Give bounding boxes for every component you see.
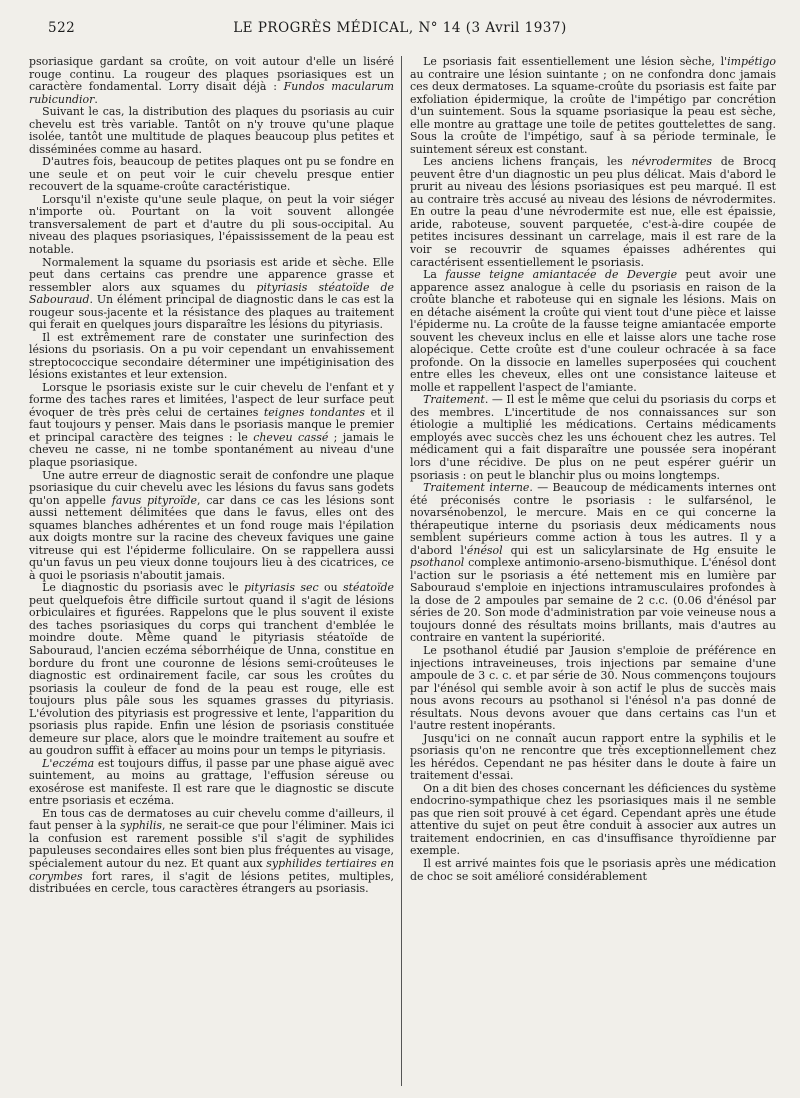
column-divider: [401, 56, 402, 1086]
right-paragraph: On a dit bien des choses concernant les déficiences du système endocrino-sympathique chez les psoriasiques mais il ne semble pas que rien soit prouvé à cet égard. Cependant après une étude attentive du sujet on peut être conduit à associer aux autres un traitement endocrinien, en cas d'insuffisance thyroïdienne par exemple.: [410, 781, 776, 858]
right-paragraph: Les anciens lichens français, les névrodermites de Brocq peuvent être d'un diagnostic un peu plus délicat. Mais d'abord le prurit au niveau des lésions psoriasiques est peu marqué. Il est au contraire très accusé au niveau des lésions de névrodermites. En outre la peau d'une névrodermite est nue, elle est épaissie, aride, raboteuse, souvent parquetée, c'est-à-dire coupée de petites incisures dessinant un carrelage, mais il est rare de la voir se recouvrir de squames épaisses adhérentes qui caractérisent essentiellement le psoriasis.: [410, 155, 776, 269]
right-paragraph: Le psothanol étudié par Jausion s'emploie de préférence en injections intraveineuses, trois injections par semaine d'une ampoule de 3 c. c. et par série de 30. Nous commençons toujours par l'énésol qui semble avoir à son actif le plus de succès mais nous avons recours au psothanol si l'énésol n'a pas donné de résultats. Nous devons avouer que dans certains cas l'un et l'autre restent inopérants.: [410, 643, 776, 733]
left-paragraph: Le diagnostic du psoriasis avec le pityriasis sec ou stéatoïde peut quelquefois être difficile surtout quand il s'agit de lésions orbiculaires et figurées. Rappelons que le plus souvent il existe des taches psoriasiques du corps qui tranchent d'emblée le moindre doute. Même quand le pityriasis stéatoïde de Sabouraud, l'ancien eczéma séborrhéique de Unna, constitue en bordure du front une couronne de lésions semi-croûteuses le diagnostic est ordinairement facile, car sous les croûtes du psoriasis la couleur de fond de la peau est rouge, elle est toujours plus pâle sous les squames grasses du pityriasis. L'évolution des pityriasis est progressive et lente, l'apparition du psoriasis plus rapide. Enfin une lésion de psoriasis constituée demeure sur place, alors que le moindre traitement au soufre et au goudron suffit à effacer au moins pour un temps le pityriasis.: [29, 581, 394, 758]
left-paragraph: En tous cas de dermatoses au cuir chevelu comme d'ailleurs, il faut penser à la syphilis, ne serait-ce que pour l'éliminer. Mais ici la confusion est rarement possible s'il s'agit de syphilides papuleuses secondaires elles sont bien plus fréquentes au visage, spécialement autour du nez. Et quant aux syphilides tertiaires en corymbes fort rares, il s'agit de lésions petites, multiples, distribuées en cercle, tous caractères étrangers au psoriasis.: [29, 806, 394, 896]
right-paragraph: Le psoriasis fait essentiellement une lésion sèche, l'impétigo au contraire une lésion suintante ; on ne confondra donc jamais ces deux dermatoses. La squame-croûte du psoriasis est faite par exfoliation épidermique, la croûte de l'impétigo par concrétion d'un suintement. Sous la squame psoriasique la peau est sèche, elle montre au grattage une toile de petites gouttelettes de sang. Sous la croûte de l'impétigo, sauf à sa période terminale, le suintement séreux est constant.: [410, 56, 776, 156]
right-paragraph: Traitement interne. — Beaucoup de médicaments internes ont été préconisés contre le psoriasis : le sulfarsénol, le novarsénobenzol, le mercure. Mais en ce qui concerne la thérapeutique interne du psoriasis deux médicaments nous semblent supérieurs comme action à tous les autres. Il y a d'abord l'énésol qui est un salicylarsinate de Hg ensuite le psothanol complexe antimonio-arseno-bismuthique. L'énésol dont l'action sur le psoriasis a été nettement mis en lumière par Sabouraud s'emploie en injections intramusculaires profondes à la dose de 2 ampoules par semaine de 2 c.c. (0.06 d'énésol par séries de 20. Son mode d'administration par voie veineuse nous a toujours donné des résultats moins brillants, mais d'autres au contraire en vantent la supériorité.: [410, 481, 776, 645]
right-paragraph: La fausse teigne amiantacée de Devergie peut avoir une apparence assez analogue à celle du psoriasis en raison de la croûte blanche et raboteuse qui en signale les lésions. Mais on en détache aisément la croûte qui vient tout d'une pièce et laisse l'épiderme nu. La croûte de la fausse teigne amiantacée emporte souvent les cheveux inclus en elle et laisse alors une tache rose alopécique. Cette croûte est d'une couleur ochracée à sa face profonde. On la dissocie en lamelles superposées qui couchent entre elles les cheveux, elles ont une consistance laiteuse et molle et rappellent l'aspect de l'amiante.: [410, 268, 776, 394]
left-paragraph: Une autre erreur de diagnostic serait de confondre une plaque psoriasique du cuir chevelu avec les lésions du favus sans godets qu'on appelle favus pityroïde, car dans ce cas les lésions sont aussi nettement délimitées que dans le favus, elles ont des squames blanches adhérentes et un fond rouge mais l'épilation aux doigts montre sur la racine des cheveux faviques une gaine vitreuse qui est l'épiderme folliculaire. On se rappellera aussi qu'un favus un peu vieux donne toujours lieu à des cicatrices, ce à quoi le psoriasis n'aboutit jamais.: [29, 468, 394, 582]
left-paragraph: Lorsqu'il n'existe qu'une seule plaque, on peut la voir siéger n'importe où. Pourtant on la voit souvent allongée transversalement de part et d'autre du pli sous-occipital. Au niveau des plaques psoriasiques, l'épaississement de la peau est notable.: [29, 192, 394, 256]
left-paragraph: psoriasique gardant sa croûte, on voit autour d'elle un liséré rouge continu. La rougeur des plaques psoriasiques est un caractère fondamental. Lorry disait déjà : Fundos macularum rubicundior.: [29, 56, 394, 106]
right-paragraph: Jusqu'ici on ne connaît aucun rapport entre la syphilis et le psoriasis qu'on ne rencontre que très exceptionnellement chez les hérédos. Cependant ne pas hésiter dans le doute à faire un traitement d'essai.: [410, 731, 776, 783]
left-paragraph: Lorsque le psoriasis existe sur le cuir chevelu de l'enfant et y forme des taches rares et limitées, l'aspect de leur surface peut évoquer de très près celui de certaines teignes tondantes et il faut toujours y penser. Mais dans le psoriasis manque le premier et principal caractère des teignes : le cheveu cassé ; jamais le cheveu ne casse, ni ne tombe spontanément au niveau d'une plaque psoriasique.: [29, 380, 394, 469]
right-column: [410, 56, 776, 1086]
left-paragraph: D'autres fois, beaucoup de petites plaques ont pu se fondre en une seule et on peut voir le cuir chevelu presque entier recouvert de la squame-croûte caractéristique.: [29, 155, 394, 194]
running-title: LE PROGRÈS MÉDICAL, N° 14 (3 Avril 1937): [233, 20, 567, 36]
left-paragraph: Normalement la squame du psoriasis est aride et sèche. Elle peut dans certains cas prendre une apparence grasse et ressembler alors aux squames du pityriasis stéatoïde de Sabouraud. Un élément principal de diagnostic dans le cas est la rougeur sous-jacente et la résistance des plaques au traitement qui ferait en quelques jours disparaître les lésions du pityriasis.: [29, 255, 394, 332]
page-number: 522: [48, 20, 76, 36]
page-header: [48, 20, 752, 38]
left-paragraph: Suivant le cas, la distribution des plaques du psoriasis au cuir chevelu est très variable. Tantôt on n'y trouve qu'une plaque isolée, tantôt une multitude de plaques beaucoup plus petites et disséminées comme au hasard.: [29, 105, 394, 156]
left-paragraph: L'eczéma est toujours diffus, il passe par une phase aiguë avec suintement, au moins au grattage, l'effusion séreuse ou exosérose est manifeste. Il est rare que le diagnostic se discute entre psoriasis et eczéma.: [29, 756, 394, 808]
right-paragraph: Il est arrivé maintes fois que le psoriasis après une médication de choc se soit amélioré considérablement: [410, 857, 776, 883]
right-paragraph: Traitement. — Il est le même que celui du psoriasis du corps et des membres. L'incertitude de nos connaissances sur son étiologie a multiplié les médications. Certains médicaments employés avec succès chez les uns échouent chez les autres. Tel médicament qui a fait disparaître une poussée sera inopérant lors d'une récidive. De plus on ne peut espérer guérir un psoriasis : on peut le blanchir plus ou moins longtemps.: [410, 393, 776, 482]
left-column: [29, 56, 394, 1086]
left-paragraph: Il est extrêmement rare de constater une surinfection des lésions du psoriasis. On a pu voir cependant un envahissement streptococcique secondaire déterminer une impétiginisation des lésions existantes et leur extension.: [29, 330, 394, 382]
